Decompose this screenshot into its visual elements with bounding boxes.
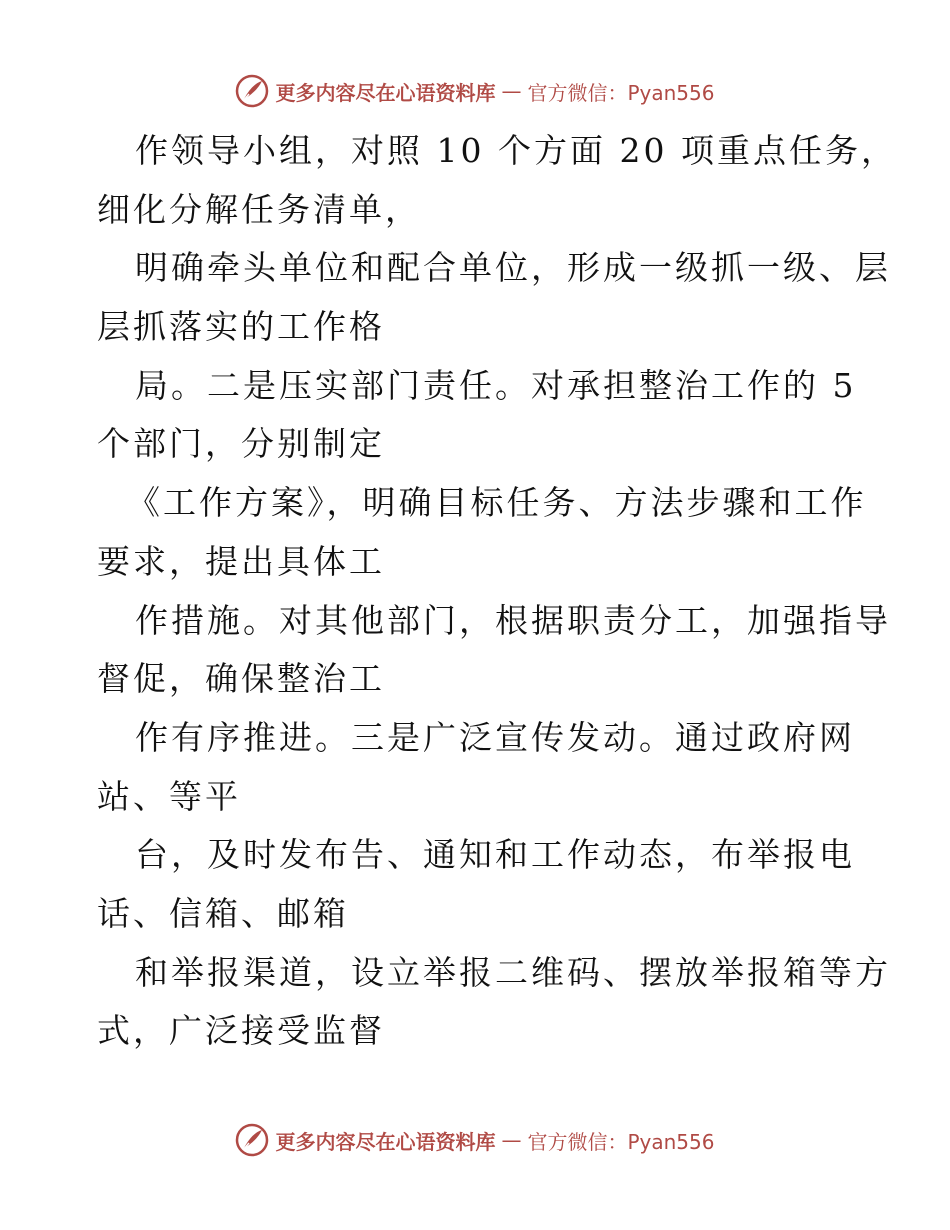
footer-watermark xyxy=(0,1120,950,1160)
text-line: 局。二是压实部门责任。对承担整治工作的 5 xyxy=(135,365,857,405)
text-line: 明确牵头单位和配合单位，形成一级抓一级、层 xyxy=(135,248,891,288)
text-line: 台，及时发布告、通知和工作动态，布举报电 xyxy=(135,835,855,875)
text-line: 督促，确保整治工 xyxy=(97,659,385,699)
text-line: 《工作方案》，明确目标任务、方法步骤和工作 xyxy=(127,483,867,523)
text-line: 和举报渠道，设立举报二维码、摆放举报箱等方 xyxy=(135,952,891,992)
header-watermark xyxy=(0,71,950,111)
feather-pen-logo-icon xyxy=(235,1123,269,1157)
text-line: 层抓落实的工作格 xyxy=(97,307,385,347)
watermark-site-text: 更多内容尽在心语资料库 xyxy=(275,1129,496,1154)
text-line: 话、信箱、邮箱 xyxy=(97,893,349,933)
feather-pen-logo-icon xyxy=(235,74,269,108)
text-line: 站、等平 xyxy=(97,776,241,816)
watermark-official-text: 官方微信：Pyan556 xyxy=(527,1129,715,1154)
watermark-official-text: 官方微信：Pyan556 xyxy=(527,80,715,105)
watermark-site-text: 更多内容尽在心语资料库 xyxy=(275,80,496,105)
watermark-dash: — xyxy=(501,1128,522,1152)
text-line: 个部门，分别制定 xyxy=(97,424,385,464)
text-line: 作领导小组，对照 10 个方面 20 项重点任务， xyxy=(135,131,897,170)
document-body xyxy=(97,122,897,1061)
text-line: 作有序推进。三是广泛宣传发动。通过政府网 xyxy=(135,717,855,757)
text-line: 细化分解任务清单， xyxy=(97,189,421,229)
text-line: 作措施。对其他部门，根据职责分工，加强指导 xyxy=(135,600,891,640)
text-line: 式，广泛接受监督 xyxy=(97,1011,385,1051)
watermark-dash: — xyxy=(501,79,522,103)
text-line: 要求，提出具体工 xyxy=(97,541,385,581)
